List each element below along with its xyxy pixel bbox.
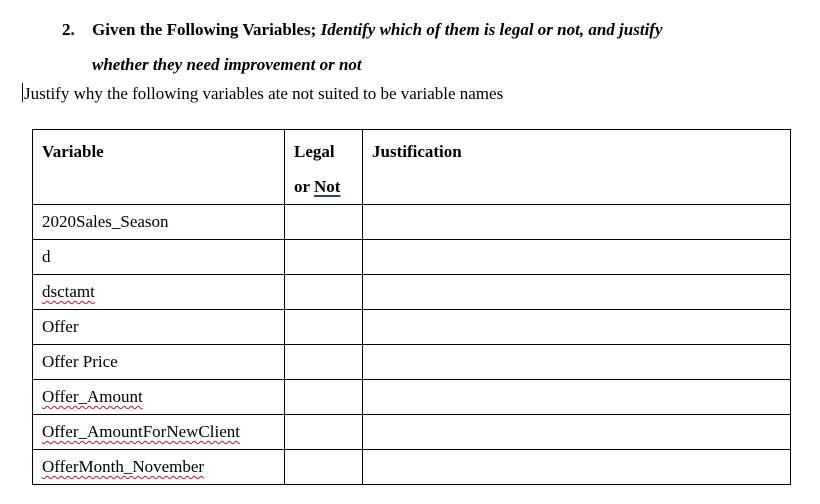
spellcheck-flagged-text: Offer_AmountForNewClient bbox=[42, 422, 240, 441]
justification-cell[interactable] bbox=[363, 415, 791, 450]
variable-cell[interactable] bbox=[33, 380, 285, 415]
table-row bbox=[33, 450, 791, 485]
header-justification-cell bbox=[363, 130, 791, 205]
justification-value bbox=[363, 275, 790, 281]
header-legal-cell bbox=[285, 130, 363, 205]
justification-cell[interactable] bbox=[363, 380, 791, 415]
question-instruction-line-1: Identify which of them is legal or not, and justify bbox=[320, 20, 663, 39]
text-cursor bbox=[22, 83, 23, 102]
variable-name: 2020Sales_Season bbox=[42, 212, 169, 231]
header-legal-not: Not bbox=[314, 177, 341, 196]
variable-name: d bbox=[42, 247, 51, 266]
table-header-row bbox=[33, 130, 791, 205]
justification-value bbox=[363, 205, 790, 211]
spellcheck-flagged-text: dsctamt bbox=[42, 282, 95, 301]
justification-value bbox=[363, 310, 790, 316]
question-lead: Given the Following Variables; bbox=[92, 20, 321, 39]
header-justification: Justification bbox=[372, 142, 462, 161]
header-variable-cell bbox=[33, 130, 285, 205]
intro-text: Justify why the following variables ate not suited to be variable names bbox=[24, 84, 504, 103]
variable-name: Offer bbox=[42, 317, 79, 336]
justification-cell[interactable] bbox=[363, 205, 791, 240]
legal-value bbox=[285, 205, 362, 211]
legal-value bbox=[285, 345, 362, 351]
legal-value bbox=[285, 450, 362, 456]
justification-value bbox=[363, 415, 790, 421]
variable-name bbox=[33, 415, 284, 443]
question-number: 2. bbox=[62, 20, 75, 39]
variable-cell[interactable] bbox=[33, 450, 285, 485]
legal-cell[interactable] bbox=[285, 205, 363, 240]
variable-cell[interactable] bbox=[33, 310, 285, 345]
variable-cell[interactable] bbox=[33, 205, 285, 240]
justification-cell[interactable] bbox=[363, 275, 791, 310]
legal-value bbox=[285, 310, 362, 316]
variables-table bbox=[32, 129, 791, 485]
header-variable: Variable bbox=[42, 142, 104, 161]
legal-cell[interactable] bbox=[285, 310, 363, 345]
question-heading bbox=[62, 12, 802, 82]
justification-cell[interactable] bbox=[363, 450, 791, 485]
justification-cell[interactable] bbox=[363, 345, 791, 380]
legal-value bbox=[285, 415, 362, 421]
variable-name bbox=[33, 380, 284, 408]
justification-value bbox=[363, 450, 790, 456]
header-legal-line-2 bbox=[294, 169, 354, 204]
variable-cell[interactable] bbox=[33, 240, 285, 275]
justification-cell[interactable] bbox=[363, 310, 791, 345]
legal-value bbox=[285, 240, 362, 246]
justification-value bbox=[363, 240, 790, 246]
spellcheck-flagged-text: OfferMonth_November bbox=[42, 457, 205, 476]
variable-cell[interactable] bbox=[33, 275, 285, 310]
variable-name bbox=[33, 450, 284, 478]
justification-value bbox=[363, 345, 790, 351]
table-row bbox=[33, 415, 791, 450]
table-row bbox=[33, 380, 791, 415]
table-row bbox=[33, 345, 791, 380]
spellcheck-flagged-text: Offer_Amount bbox=[42, 387, 143, 406]
variable-cell[interactable] bbox=[33, 345, 285, 380]
variable-cell[interactable] bbox=[33, 415, 285, 450]
justification-cell[interactable] bbox=[363, 240, 791, 275]
justification-value bbox=[363, 380, 790, 386]
variable-name bbox=[33, 275, 284, 303]
question-line-1 bbox=[62, 12, 802, 47]
legal-cell[interactable] bbox=[285, 380, 363, 415]
header-legal-line-1: Legal bbox=[294, 142, 335, 161]
legal-value bbox=[285, 380, 362, 386]
header-legal bbox=[285, 130, 362, 204]
table-row bbox=[33, 310, 791, 345]
legal-cell[interactable] bbox=[285, 275, 363, 310]
legal-cell[interactable] bbox=[285, 345, 363, 380]
table-row bbox=[33, 240, 791, 275]
legal-value bbox=[285, 275, 362, 281]
header-legal-or: or bbox=[294, 177, 314, 196]
intro-paragraph[interactable] bbox=[22, 83, 503, 105]
question-instruction-line-2: whether they need improvement or not bbox=[92, 55, 362, 74]
legal-cell[interactable] bbox=[285, 415, 363, 450]
legal-cell[interactable] bbox=[285, 240, 363, 275]
table-row bbox=[33, 275, 791, 310]
table-row bbox=[33, 205, 791, 240]
variable-name: Offer Price bbox=[42, 352, 118, 371]
legal-cell[interactable] bbox=[285, 450, 363, 485]
